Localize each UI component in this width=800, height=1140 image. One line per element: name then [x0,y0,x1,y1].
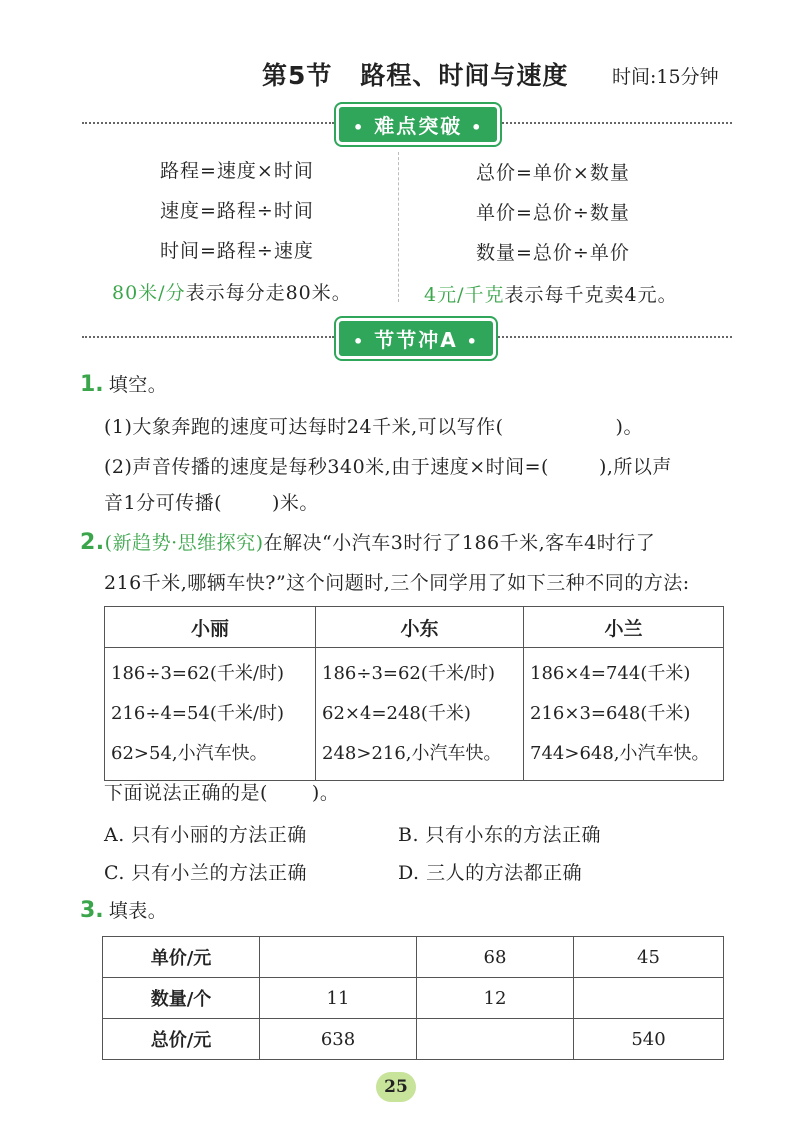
question-2-stem-cont: 216千米,哪辆车快?”这个问题时,三个同学用了如下三种不同的方法: [104,572,690,594]
formula-speed: 速度=路程÷时间 [160,200,314,222]
cell-input[interactable] [260,937,417,978]
page-number: 25 [376,1072,416,1102]
formula-quantity: 数量=总价÷单价 [476,242,630,264]
option-b[interactable]: B. 只有小东的方法正确 [398,824,602,846]
formula-total-price: 总价=单价×数量 [476,162,630,184]
formula-distance: 路程=速度×时间 [160,160,314,182]
dotted-divider [82,336,334,338]
question-3-heading: 3. 填表。 [80,898,168,923]
header-xiaoli: 小丽 [105,607,316,648]
dotted-divider [482,122,732,124]
question-1-part-1: (1)大象奔跑的速度可达每时24千米,可以写作( )。 [104,416,643,438]
question-1-part-2-cont: 音1分可传播( )米。 [104,492,319,514]
table-row: 总价/元 638 540 [103,1019,724,1060]
question-1-heading: 1. 填空。 [80,372,168,397]
header-xiaodong: 小东 [316,607,524,648]
header-xiaolan: 小兰 [524,607,724,648]
method-xiaodong: 186÷3=62(千米/时) 62×4=248(千米) 248>216,小汽车快。 [316,648,524,781]
question-2-stem: 2.(新趋势·思维探究)在解决“小汽车3时行了186千米,客车4时行了 [80,530,656,555]
table-header-row [105,607,724,648]
method-xiaolan: 186×4=744(千米) 216×3=648(千米) 744>648,小汽车快。 [524,648,724,781]
table-row: 单价/元 68 45 [103,937,724,978]
section-title: 路程、时间与速度 [360,61,569,90]
question-tag: (新趋势·思维探究) [104,532,264,554]
cell-input[interactable] [417,1019,574,1060]
question-1-part-2: (2)声音传播的速度是每秒340米,由于速度×时间=( ),所以声 [104,456,672,478]
option-a[interactable]: A. 只有小丽的方法正确 [104,824,307,846]
example-speed-unit: 80米/分表示每分走80米。 [112,282,352,304]
dotted-divider [482,336,732,338]
banner-practice: • 节节冲A • [336,318,496,359]
cell-input[interactable] [574,978,724,1019]
question-2-prompt: 下面说法正确的是( )。 [104,782,340,804]
table-row [105,648,724,781]
banner-difficulty: • 难点突破 • [336,104,500,145]
price-table [102,936,724,1060]
section-number: 第5节 [262,61,333,90]
table-row: 数量/个 11 12 [103,978,724,1019]
page-title [262,56,568,92]
option-d[interactable]: D. 三人的方法都正确 [398,862,583,884]
time-limit: 时间:15分钟 [612,66,719,88]
dotted-divider [82,122,334,124]
formula-unit-price: 单价=总价÷数量 [476,202,630,224]
example-price-unit: 4元/千克表示每千克卖4元。 [424,284,678,306]
formula-time: 时间=路程÷速度 [160,240,314,262]
option-c[interactable]: C. 只有小兰的方法正确 [104,862,307,884]
methods-table [104,606,724,781]
method-xiaoli: 186÷3=62(千米/时) 216÷4=54(千米/时) 62>54,小汽车快。 [105,648,316,781]
vertical-divider [398,152,399,302]
